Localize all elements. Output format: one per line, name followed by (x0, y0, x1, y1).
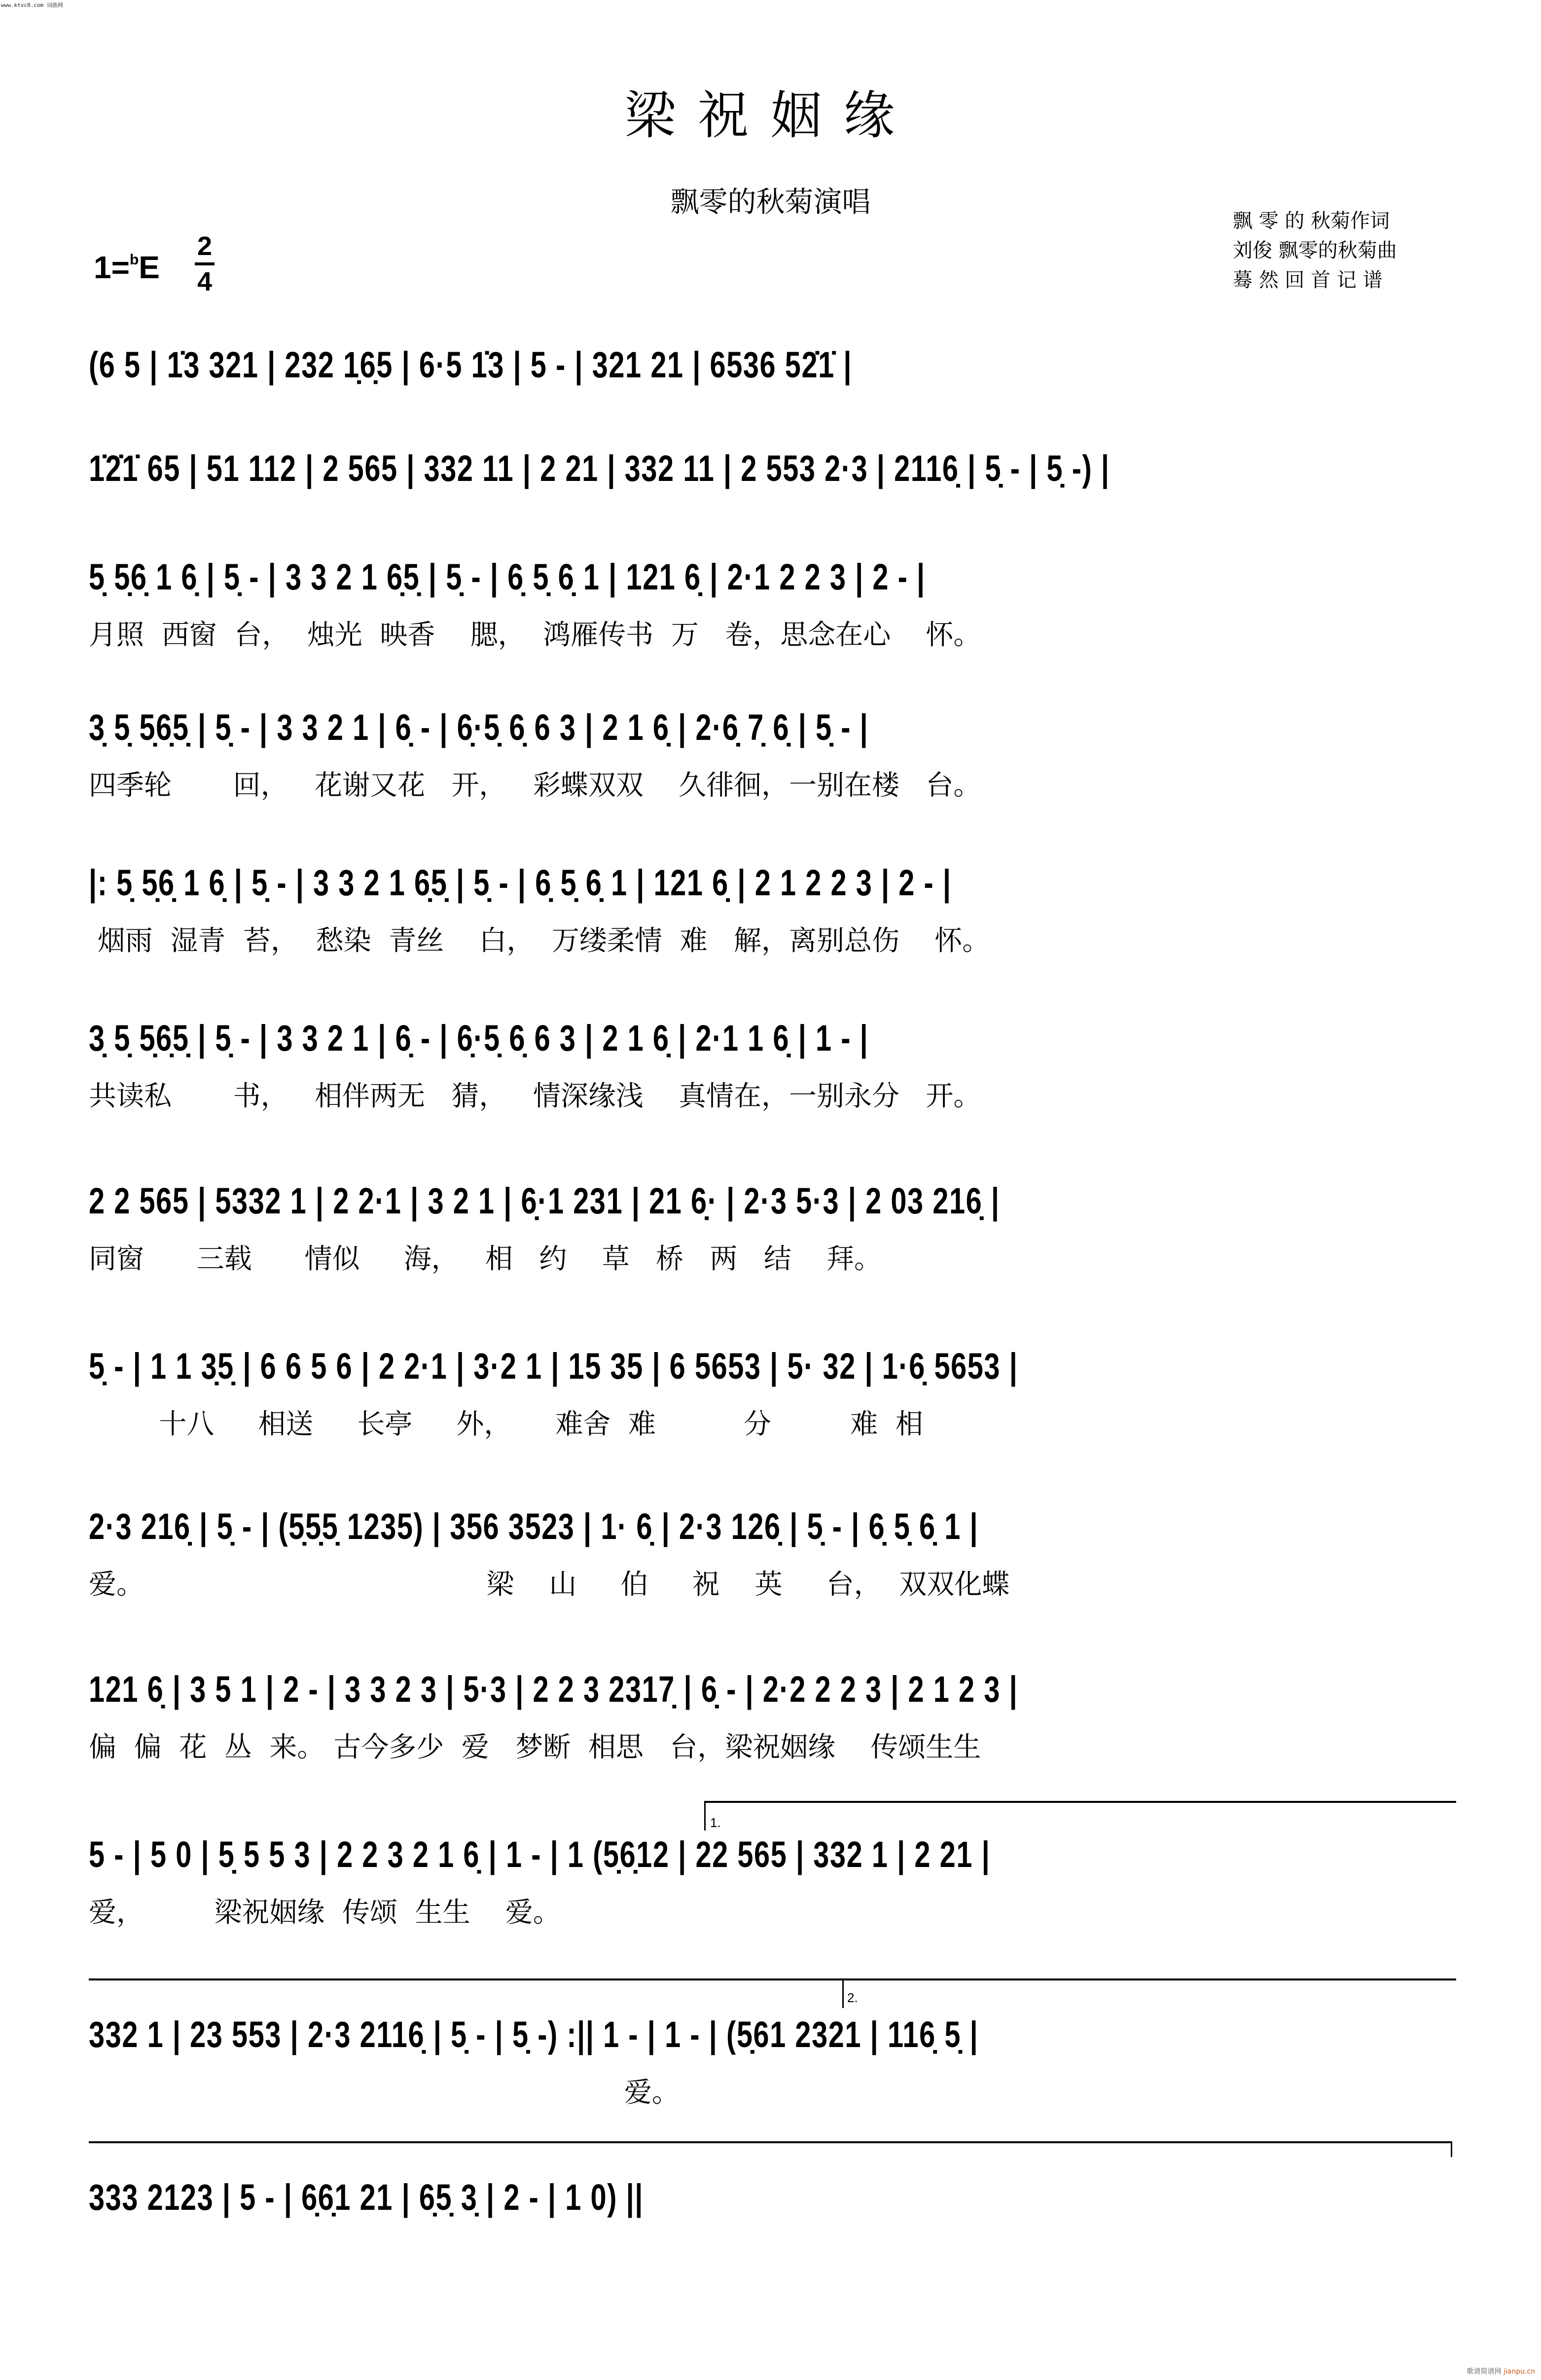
score-line-11 (89, 1830, 1455, 1933)
key-prefix: 1= (94, 250, 130, 285)
volta-2-continuation (89, 2141, 1452, 2143)
score-line-9 (89, 1502, 1455, 1605)
volta-1-continuation (89, 1978, 1456, 1980)
watermark-cn: 歌谱简谱网 (1467, 2368, 1502, 2376)
notation: (6 5 | 1̇3 321 | 232 1̣6̣5 | 6·5 1̇3 | 5 - | 321 21 | 6536 52̇1̇ | (89, 344, 853, 385)
watermark-top: www.ktvc8.com 词曲网 (1, 2, 63, 8)
notation: 3̣ 5̣ 5̣6̣5̣ | 5̣ - | 3 3 2 1 | 6̣ - | 6̣·5̣ 6̣ 6 3 | 2 1 6̣ | 2·1 1 6̣ | 1 - | (89, 1018, 869, 1059)
credits (1233, 206, 1397, 295)
score-line-13 (89, 2173, 1455, 2236)
notation: 5 - | 5 0 | 5̣ 5 5 3 | 2 2 3 2 1 6̣ | 1 - | 1 (5̣6̣12 | 22 565 | 332 1 | 2 21 | (89, 1834, 991, 1875)
notation: |: 5̣ 5̣6̣ 1 6̣ | 5̣ - | 3 3 2 1 6̣5̣ | 5̣ - | 6̣ 5̣ 6̣ 1 | 121 6̣ | 2 1 2 2 3 | 2 - | (89, 862, 952, 903)
score-line-12 (89, 2010, 1455, 2113)
volta-2-start (842, 1978, 844, 2008)
score-line-6 (89, 1014, 1455, 1116)
notation: 2 2 565 | 5332 1 | 2 2·1 | 3 2 1 | 6̣·1 231 | 21 6̣· | 2·3 5·3 | 2 03 216̣ | (89, 1180, 1000, 1221)
lyrics: 爱。 梁 山 伯 祝 英 台， 双双化蝶 (89, 1569, 1010, 1601)
time-bottom: 4 (197, 267, 213, 296)
volta-1-label: 1. (710, 1815, 721, 1830)
notation: 5̣ - | 1 1 3̣5̣ | 6 6 5 6 | 2 2·1 | 3·2 1 | 15 35 | 6 5653 | 5· 32 | 1·6̣ 5653 | (89, 1346, 1018, 1387)
notation: 332 1 | 23 553 | 2·3 2116̣ | 5̣ - | 5̣ -) :|| 1 - | 1 - | (5̣61 2321 | 116̣ 5̣ | (89, 2014, 979, 2055)
notation: 5̣ 5̣6̣ 1 6̣ | 5̣ - | 3 3 2 1 6̣5̣ | 5̣ - | 6̣ 5̣ 6̣ 1 | 121 6̣ | 2·1 2 2 3 | 2 - | (89, 556, 926, 597)
notation: 333 2123 | 5 - | 6̣6̣1 21 | 6̣5̣ 3̣ | 2 - | 1 0) || (89, 2177, 644, 2218)
notation: 121 6̣ | 3 5 1 | 2 - | 3 3 2 3 | 5·3 | 2 2 3 2317̣ | 6̣ - | 2·2 2 2 3 | 2 1 2 3 | (89, 1669, 1018, 1710)
notation: 2·3 216̣ | 5̣ - | (5̣5̣5̣ 1235) | 356 3523 | 1· 6̣ | 2·3 126̣ | 5̣ - | 6̣ 5̣ 6̣ 1 | (89, 1506, 979, 1547)
score-line-7 (89, 1176, 1455, 1279)
lyrics: 四季轮 回， 花谢又花 开， 彩蝶双双 久徘徊，一别在楼 台。 (89, 769, 981, 802)
lyrics: 同窗 三载 情似 海， 相 约 草 桥 两 结 拜。 (89, 1243, 882, 1275)
performer-line: 飘零的秋菊演唱 (670, 185, 871, 219)
volta-2-label: 2. (847, 1990, 858, 2005)
lyrics: 月照 西窗 台， 烛光 映香 腮， 鸿雁传书 万 卷，思念在心 怀。 (89, 619, 981, 651)
score-line-10 (89, 1665, 1455, 1767)
composer-credit: 刘俊 飘零的秋菊曲 (1233, 239, 1397, 262)
lyrics: 烟雨 湿青 苔， 愁染 青丝 白， 万缕柔情 难 解，离别总伤 怀。 (89, 925, 990, 957)
watermark-bottom (1467, 2366, 1535, 2376)
score-line-5 (89, 858, 1455, 961)
flat-sign: b (129, 252, 139, 268)
notation: 1̇2̇1̇ 65 | 51 112 | 2 565 | 332 11 | 2 21 | 332 11 | 2 553 2·3 | 2116̣ | 5̣ - | 5̣ -) | (89, 448, 1110, 489)
lyrics: 爱。 (89, 2077, 680, 2109)
time-top: 2 (197, 231, 213, 261)
score-line-3 (89, 552, 1455, 655)
score-line-1 (89, 340, 1455, 403)
score-line-4 (89, 703, 1455, 806)
lyrics: 爱， 梁祝姻缘 传颂 生生 爱。 (89, 1897, 561, 1929)
volta-1-start (704, 1801, 706, 1831)
time-divider (195, 262, 215, 265)
watermark-en: jianpu.cn (1503, 2368, 1535, 2376)
transcriber-credit: 蓦 然 回 首 记 谱 (1233, 269, 1383, 292)
key-signature (94, 249, 160, 286)
score-line-2 (89, 444, 1455, 507)
key-note: E (139, 250, 160, 285)
time-signature (195, 231, 215, 297)
score-line-8 (89, 1342, 1455, 1444)
lyricist-credit: 飘 零 的 秋菊作词 (1233, 210, 1390, 232)
lyrics: 十八 相送 长亭 外， 难舍 难 分 难 相 (89, 1408, 923, 1440)
volta-2-end (1451, 2141, 1452, 2157)
song-title: 梁祝姻缘 (624, 85, 917, 146)
lyrics: 偏 偏 花 丛 来。 古今多少 爱 梦断 相思 台，梁祝姻缘 传颂生生 (89, 1731, 981, 1763)
lyrics: 共读私 书， 相伴两无 猜， 情深缘浅 真情在，一别永分 开。 (89, 1080, 981, 1112)
notation: 3̣ 5̣ 5̣6̣5̣ | 5̣ - | 3 3 2 1 | 6̣ - | 6̣·5̣ 6̣ 6 3 | 2 1 6̣ | 2·6̣ 7̣ 6̣ | 5̣ - | (89, 707, 869, 748)
volta-1-bracket (704, 1801, 1456, 1803)
